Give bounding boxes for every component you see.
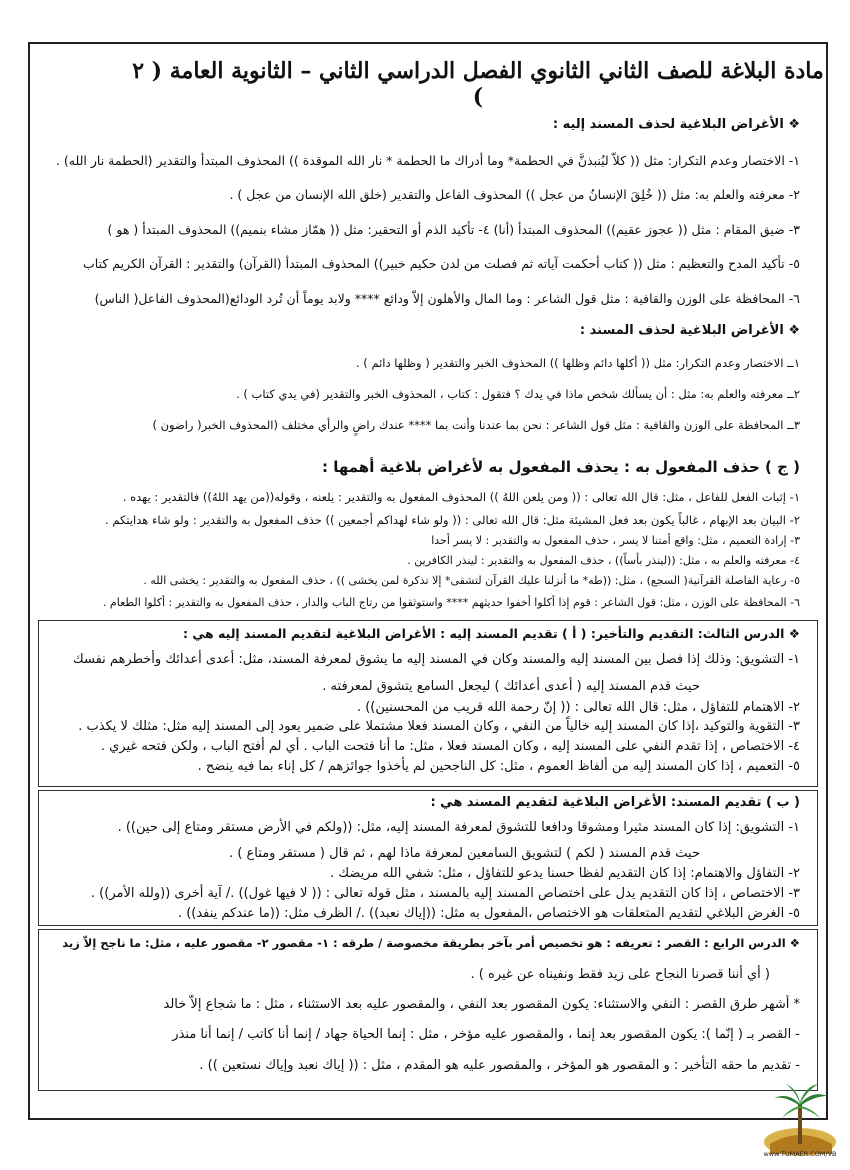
section2-line: ٣ــ المحافظة على الوزن والقافية : مثل قول الشاعر : نحن بما عندنا وأنت بما **** عندك راضٍ والرأي مختلف (المحذوف الخبر( راضون ): [152, 418, 800, 432]
section4-line: ١- التشويق: وذلك إذا فصل بين المسند إليه والمسند وكان في المسند إليه ما يشوق لمعرفة المسند، مثل: أعدى أعدائك وأخطرهم نفسك: [73, 652, 800, 667]
section6-line: ❖ الدرس الرابع : القصر : تعريفه : هو تخصيص أمر بآخر بطريقة مخصوصة / طرقه : ١- مقصور ٢- مقصور عليه ، مثل: ما ناجح إلاّ زيد: [62, 936, 800, 950]
section3-line: ٥- رعاية الفاصلة القرآنية( السجع) ، مثل: ((طه* ما أنزلنا عليك القرآن لتشقى* إلا تذكرة لمن يخشى )) ، حذف المفعول به والتقدير : يخشى الله .: [143, 574, 800, 587]
section1-heading: ❖ الأغراض البلاغية لحذف المسند إليه :: [552, 117, 800, 132]
section5-line: ٣- الاختصاص ، إذا كان التقديم يدل على اختصاص المسند إليه بالمسند ، مثل قوله تعالى : (( لا فيها غول)) ./ آية أخرى ((ولله الأمر)) .: [90, 886, 800, 901]
section6-line: - تقديم ما حقه التأخير : و المقصور هو المؤخر ، والمقصور عليه هو المقدم ، مثل : (( إياك نعبد وإياك نستعين )) .: [199, 1058, 800, 1073]
section1-line: ١- الاختصار وعدم التكرار: مثل (( كلاّ ليُنبذنَّ في الحطمة* وما أدراك ما الحطمة * نار الله الموقدة )) المحذوف المبتدأ والتقدير (الحطمة نار الله) .: [55, 153, 800, 168]
section4-line: ٥- التعميم ، إذا كان المسند إليه من ألفاظ العموم ، مثل: كل الناجحين لم يأخذوا جوائزهم / كل إناء بما فيه ينضح .: [197, 759, 800, 774]
section1-line: ٢- معرفته والعلم به: مثل (( خُلِقَ الإنسانُ من عجل )) المحذوف الفاعل والتقدير (خلق الله الإنسان من عجل ) .: [229, 187, 800, 202]
section3-heading: ( ج ) حذف المفعول به : يحذف المفعول به لأغراض بلاغية أهمها :: [321, 458, 800, 476]
forum-logo-icon: [760, 1082, 840, 1160]
page-title: مادة البلاغة للصف الثاني الثانوي الفصل الدراسي الثاني – الثانوية العامة ( ٢ ): [132, 58, 824, 110]
section2-line: ١ــ الاختصار وعدم التكرار: مثل (( أكلها دائم وظلها )) المحذوف الخبر والتقدير ( وظلها دائم ) .: [355, 356, 800, 370]
section4-line: حيث قدم المسند إليه ( أعدى أعدائك ) ليجعل السامع يتشوق لمعرفته .: [322, 679, 700, 694]
section3-line: ١- إثبات الفعل للفاعل ، مثل: قال الله تعالى : (( ومن يلعن اللهُ )) المحذوف المفعول به والتقدير : يلعنه ، وقوله((من يهد اللهُ)) فالتقدير : يهده .: [122, 490, 800, 504]
section3-line: ٤- معرفته والعلم به ، مثل: ((لينذر بأساً)) ، حذف المفعول به والتقدير : لينذر الكافرين .: [407, 554, 800, 567]
section3-line: ٢- البيان بعد الإبهام ، غالباً يكون بعد فعل المشيئة مثل: قال الله تعالى : (( ولو شاء لهداكم أجمعين )) حذف المفعول به والتقدير : ولو شاء هدايتكم .: [105, 513, 800, 527]
section2-heading: ❖ الأغراض البلاغية لحذف المسند :: [579, 323, 800, 338]
section5-line: ٢- التفاؤل والاهتمام: إذا كان التقديم لفظا حسنا يدعو للتفاؤل ، مثل: شفي الله مريضك .: [330, 866, 800, 881]
section5-line: ١- التشويق: إذا كان المسند مثيرا ومشوقا ودافعا للتشوق لمعرفة المسند إليه، مثل: ((ولكم في الأرض مستقر ومتاع إلى حين)) .: [117, 820, 800, 835]
section3-line: ٦- المحافظة على الوزن ، مثل: قول الشاعر : قوم إذا أكلوا أخفوا حديثهم **** واستوثقوا من رتاج الباب والدار ، حذف المفعول به والتقدير : أكلوا الطعام .: [102, 596, 800, 609]
section3-line: ٣- إرادة التعميم ، مثل: واقع أمتنا لا يسر ، حذف المفعول به والتقدير : لا يسر أحدا: [431, 534, 800, 547]
section4-line: ٢- الاهتمام للتفاؤل ، مثل: قال الله تعالى : (( إنّ رحمة الله قريب من المحسنين)) .: [356, 700, 800, 715]
section6-line: ( أي أننا قصرنا النجاح على زيد فقط ونفيناه عن غيره ) .: [470, 967, 770, 982]
section1-line: ٦- المحافظة على الوزن والقافية : مثل قول الشاعر : وما المال والأهلون إلاّ ودائع **** ولابد يوماً أن تُرد الودائع(المحذوف الفاعل( الناس): [94, 291, 800, 306]
section6-line: - القصر بـ ( إنّما ): يكون المقصور بعد إنما ، والمقصور عليه مؤخر ، مثل : إنما الحياة جهاد / إنما أنا كاتب / إنما أنا منذر: [172, 1027, 800, 1042]
section2-line: ٢ــ معرفته والعلم به: مثل : أن يسألك شخص ماذا في يدك ؟ فتقول : كتاب ، المحذوف الخبر والتقدير (في يدي كتاب ) .: [236, 387, 800, 401]
section5-line: ٥- الغرض البلاغي لتقديم المتعلقات هو الاختصاص ،المفعول به مثل: ((إياك نعبد)) ./ الظرف مثل: ((ما عندكم ينفد)) .: [177, 906, 800, 921]
section4-heading: ❖ الدرس الثالث: التقديم والتأخير: ( أ ) تقديم المسند إليه : الأغراض البلاغية لتقديم المسند إليه هي :: [183, 626, 800, 641]
forum-url: www.TUMAER.COM/VB: [763, 1150, 837, 1158]
section5-heading: ( ب ) تقديم المسند: الأغراض البلاغية لتقديم المسند هي :: [430, 795, 800, 810]
section4-line: ٤- الاختصاص ، إذا تقدم النفي على المسند إليه ، وكان المسند فعلا ، مثل: ما أنا فتحت الباب . أي لم أفتح الباب ، ولكن فتحه غيري .: [100, 739, 800, 754]
section1-line: ٣- ضيق المقام : مثل (( عجوز عقيم)) المحذوف المبتدأ (أنا) ٤- تأكيد الذم أو التحقير: مثل (( همّاز مشاء بنميم)) المحذوف المبتدأ ( هو ): [107, 222, 800, 237]
section1-line: ٥- تأكيد المدح والتعظيم : مثل (( كتاب أحكمت آياته ثم فصلت من لدن حكيم خبير)) المحذوف المبتدأ (القرآن) والتقدير : القرآن الكريم كتاب: [83, 256, 800, 271]
section4-line: ٣- التقوية والتوكيد ،إذا كان المسند إليه خالياً من النفي ، وكان المسند فعلا مشتملا على ضمير يعود إلى المسند إليه مثل: مثلك لا يكذب .: [78, 719, 800, 734]
section5-line: حيث قدم المسند ( لكم ) لتشويق السامعين لمعرفة ماذا لهم ، ثم قال ( مستقر ومتاع ) .: [229, 846, 700, 861]
section6-line: * أشهر طرق القصر : النفي والاستثناء: يكون المقصور بعد النفي ، والمقصور عليه بعد الاستثناء ، مثل : ما شجاع إلاّ خالد: [163, 997, 800, 1012]
